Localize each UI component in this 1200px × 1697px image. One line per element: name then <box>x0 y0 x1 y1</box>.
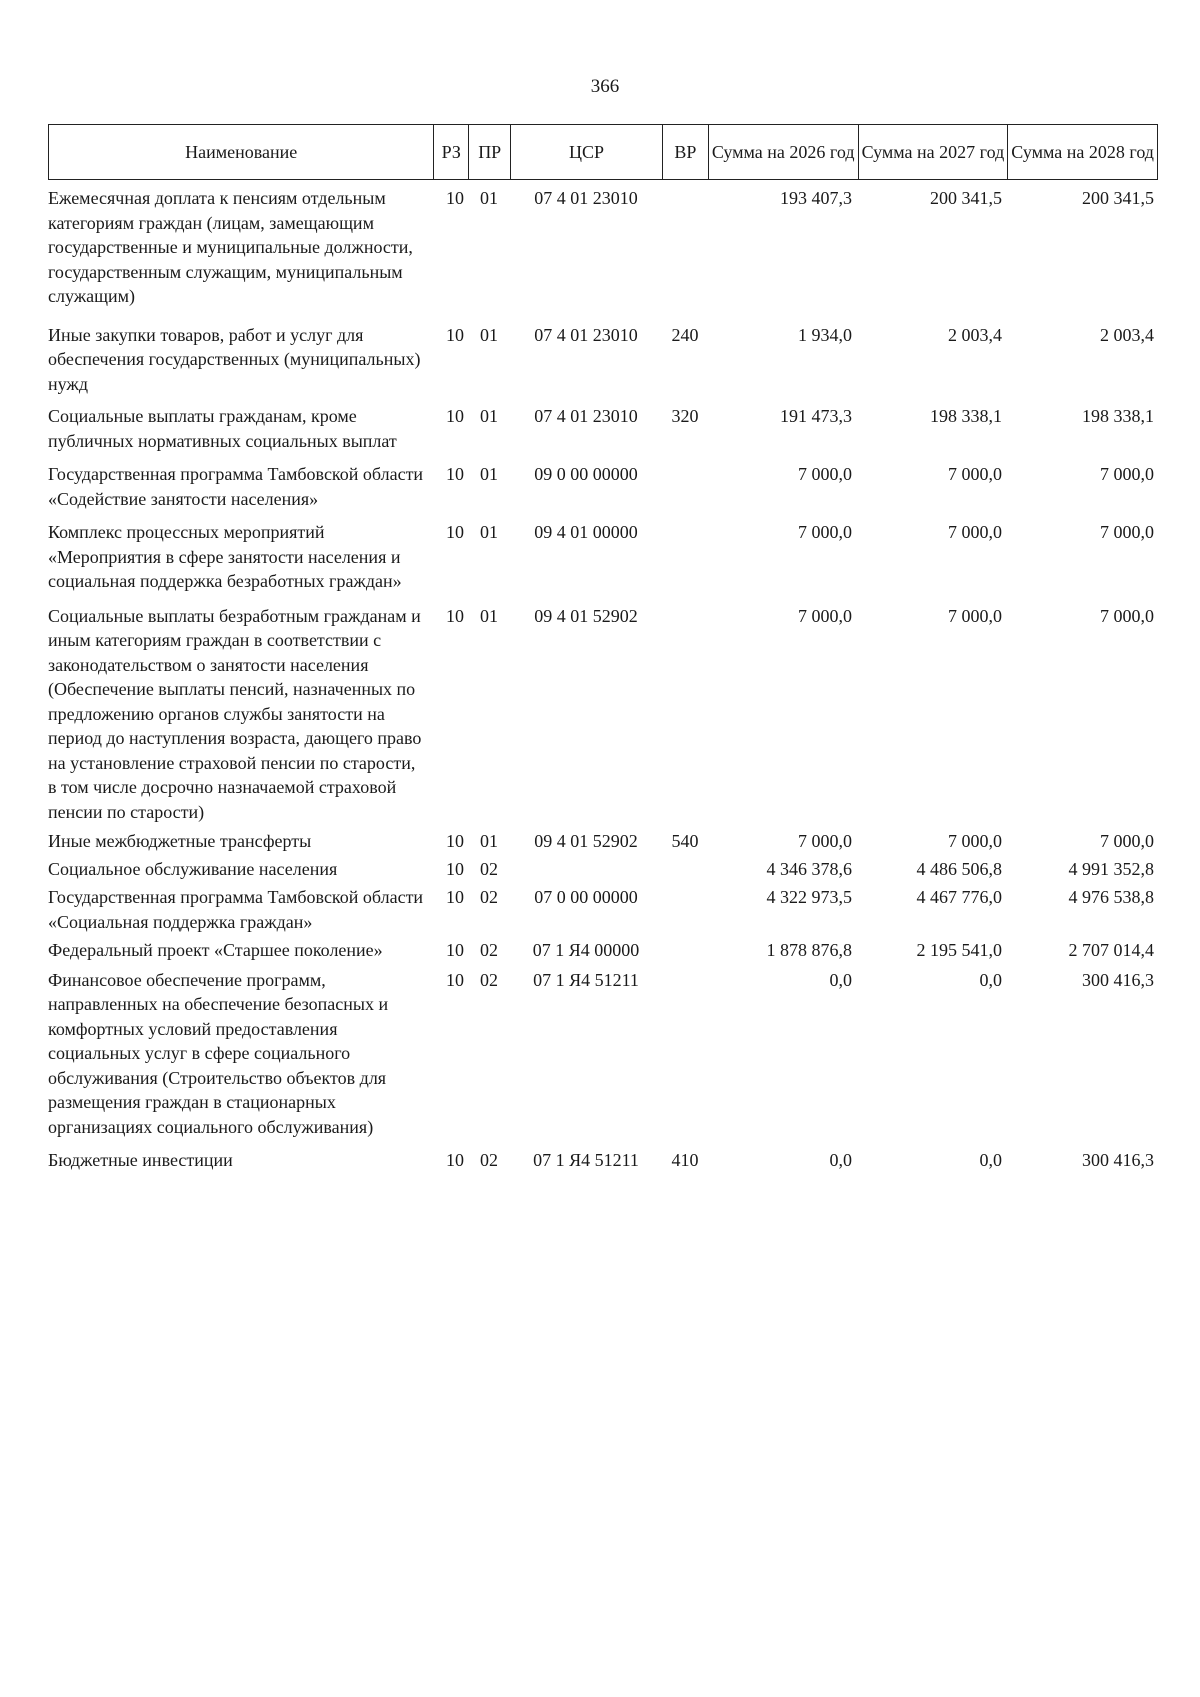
cell-name: Государственная программа Тамбовской области «Содействие занятости населения» <box>48 464 424 509</box>
cell-vr <box>662 968 708 1140</box>
cell-pr: 02 <box>480 969 498 990</box>
cell-rz: 10 <box>446 605 464 626</box>
cell-pr: 01 <box>480 188 498 208</box>
cell-vr <box>662 520 708 594</box>
cell-sum-2026: 0,0 <box>829 969 852 990</box>
cell-sum-2026: 7 000,0 <box>798 605 852 626</box>
cell-pr: 01 <box>480 831 498 851</box>
cell-name: Государственная программа Тамбовской области «Социальная поддержка граждан» <box>48 887 424 932</box>
cell-pr: 02 <box>480 1150 498 1170</box>
cell-rz: 10 <box>446 940 464 960</box>
header-sum-2026: Сумма на 2026 год <box>708 125 858 179</box>
cell-pr: 02 <box>480 858 498 879</box>
cell-sum-2028: 4 976 538,8 <box>1068 887 1154 907</box>
cell-sum-2028: 198 338,1 <box>1082 406 1154 426</box>
cell-csr: 09 4 01 00000 <box>534 522 638 542</box>
cell-sum-2027: 2 195 541,0 <box>916 940 1002 960</box>
cell-rz: 10 <box>446 324 464 345</box>
table-row <box>48 186 1158 309</box>
cell-vr: 540 <box>671 831 699 851</box>
cell-rz: 10 <box>446 858 464 879</box>
header-sum-2027: Сумма на 2027 год <box>858 125 1008 179</box>
cell-sum-2027: 4 467 776,0 <box>916 887 1002 907</box>
header-name: Наименование <box>185 142 298 162</box>
cell-sum-2027: 7 000,0 <box>948 831 1002 851</box>
cell-sum-2027: 200 341,5 <box>930 188 1002 208</box>
header-vr: ВР <box>662 125 708 179</box>
cell-sum-2028: 2 003,4 <box>1100 324 1154 345</box>
cell-vr: 320 <box>671 406 699 426</box>
cell-sum-2026: 4 322 973,5 <box>766 887 852 907</box>
cell-name: Ежемесячная доплата к пенсиям отдельным категориям граждан (лицам, замещающим государственные и муниципальные должности, государственным служащим, муниципальным служащим) <box>48 188 413 306</box>
header-rz: РЗ <box>433 125 468 179</box>
cell-rz: 10 <box>446 188 464 208</box>
cell-csr: 07 4 01 23010 <box>534 324 638 345</box>
cell-name: Федеральный проект «Старшее поколение» <box>48 940 383 960</box>
cell-sum-2028: 4 991 352,8 <box>1068 858 1154 879</box>
table-header <box>48 124 1158 180</box>
cell-rz: 10 <box>446 1150 464 1170</box>
table-row <box>48 520 1158 594</box>
cell-sum-2026: 7 000,0 <box>798 522 852 542</box>
cell-name: Бюджетные инвестиции <box>48 1150 233 1170</box>
cell-vr <box>662 186 708 309</box>
cell-pr: 01 <box>480 406 498 426</box>
cell-pr: 01 <box>480 324 498 345</box>
cell-sum-2028: 7 000,0 <box>1100 605 1154 626</box>
table-row <box>48 323 1158 397</box>
cell-csr: 07 4 01 23010 <box>534 188 638 208</box>
cell-vr: 240 <box>671 324 699 345</box>
cell-csr: 09 4 01 52902 <box>534 831 638 851</box>
cell-sum-2027: 7 000,0 <box>948 605 1002 626</box>
cell-vr: 410 <box>671 1150 699 1170</box>
cell-csr: 09 0 00 00000 <box>534 464 638 484</box>
cell-pr: 01 <box>480 605 498 626</box>
cell-csr <box>510 857 662 882</box>
cell-sum-2028: 300 416,3 <box>1082 969 1154 990</box>
header-csr: ЦСР <box>510 125 662 179</box>
table-row <box>48 604 1158 825</box>
cell-csr: 07 1 Я4 51211 <box>533 1150 639 1170</box>
cell-name: Финансовое обеспечение программ, направленных на обеспечение безопасных и комфортных условий предоставления социальных услуг в сфере социального обслуживания (Строительство объектов для размещения граждан в стационарных организациях социального обслуживания) <box>48 969 389 1137</box>
cell-vr <box>662 938 708 963</box>
header-pr: ПР <box>468 125 510 179</box>
cell-csr: 07 1 Я4 00000 <box>532 940 640 960</box>
cell-sum-2027: 0,0 <box>979 969 1002 990</box>
cell-pr: 02 <box>480 887 498 907</box>
cell-sum-2028: 7 000,0 <box>1100 522 1154 542</box>
cell-name: Иные закупки товаров, работ и услуг для обеспечения государственных (муниципальных) нужд <box>48 324 421 394</box>
cell-name: Социальные выплаты безработным гражданам и иным категориям граждан в соответствии с законодательством о занятости населения (Обеспечение выплаты пенсий, назначенных по предложению органов службы занятости на период до наступления возраста, дающего право на установление страховой пенсии по старости, в том числе досрочно назначаемой страховой пенсии по старости) <box>48 605 422 822</box>
cell-name: Социальные выплаты гражданам, кроме публичных нормативных социальных выплат <box>48 406 397 451</box>
cell-csr: 07 1 Я4 51211 <box>533 969 639 990</box>
cell-vr <box>662 885 708 934</box>
cell-pr: 01 <box>480 464 498 484</box>
cell-name: Социальное обслуживание населения <box>48 858 338 879</box>
cell-sum-2028: 2 707 014,4 <box>1068 940 1154 960</box>
budget-table <box>48 124 1158 1173</box>
table-row <box>48 829 1158 854</box>
cell-name: Иные межбюджетные трансферты <box>48 831 312 851</box>
table-body <box>48 186 1158 1173</box>
cell-sum-2026: 7 000,0 <box>798 831 852 851</box>
table-row <box>48 857 1158 882</box>
cell-sum-2026: 1 934,0 <box>798 324 852 345</box>
cell-sum-2028: 7 000,0 <box>1100 464 1154 484</box>
cell-pr: 02 <box>480 940 498 960</box>
cell-sum-2027: 2 003,4 <box>948 324 1002 345</box>
cell-vr <box>662 462 708 511</box>
cell-sum-2028: 7 000,0 <box>1100 831 1154 851</box>
cell-sum-2026: 7 000,0 <box>798 464 852 484</box>
cell-sum-2026: 4 346 378,6 <box>766 858 852 879</box>
cell-csr: 07 4 01 23010 <box>534 406 638 426</box>
table-row <box>48 404 1158 453</box>
cell-rz: 10 <box>446 406 464 426</box>
cell-sum-2028: 300 416,3 <box>1082 1150 1154 1170</box>
cell-sum-2027: 0,0 <box>979 1150 1002 1170</box>
cell-csr: 07 0 00 00000 <box>534 887 638 907</box>
cell-rz: 10 <box>446 831 464 851</box>
cell-sum-2026: 0,0 <box>829 1150 852 1170</box>
cell-name: Комплекс процессных мероприятий «Мероприятия в сфере занятости населения и социальная поддержка безработных граждан» <box>48 522 402 591</box>
cell-rz: 10 <box>446 522 464 542</box>
cell-vr <box>662 604 708 825</box>
cell-rz: 10 <box>446 887 464 907</box>
table-row <box>48 1148 1158 1173</box>
cell-sum-2026: 193 407,3 <box>780 188 852 208</box>
cell-sum-2026: 1 878 876,8 <box>766 940 852 960</box>
cell-vr <box>662 857 708 882</box>
page-number: 366 <box>590 76 620 97</box>
cell-sum-2027: 7 000,0 <box>948 522 1002 542</box>
cell-rz: 10 <box>446 464 464 484</box>
cell-rz: 10 <box>446 969 464 990</box>
table-row <box>48 885 1158 934</box>
cell-sum-2026: 191 473,3 <box>780 406 852 426</box>
table-row <box>48 462 1158 511</box>
cell-sum-2028: 200 341,5 <box>1082 188 1154 208</box>
cell-sum-2027: 7 000,0 <box>948 464 1002 484</box>
cell-csr: 09 4 01 52902 <box>534 605 638 626</box>
table-row <box>48 938 1158 963</box>
cell-sum-2027: 198 338,1 <box>930 406 1002 426</box>
cell-sum-2027: 4 486 506,8 <box>916 858 1002 879</box>
header-sum-2028: Сумма на 2028 год <box>1007 125 1157 179</box>
table-row <box>48 968 1158 1140</box>
cell-pr: 01 <box>480 522 498 542</box>
